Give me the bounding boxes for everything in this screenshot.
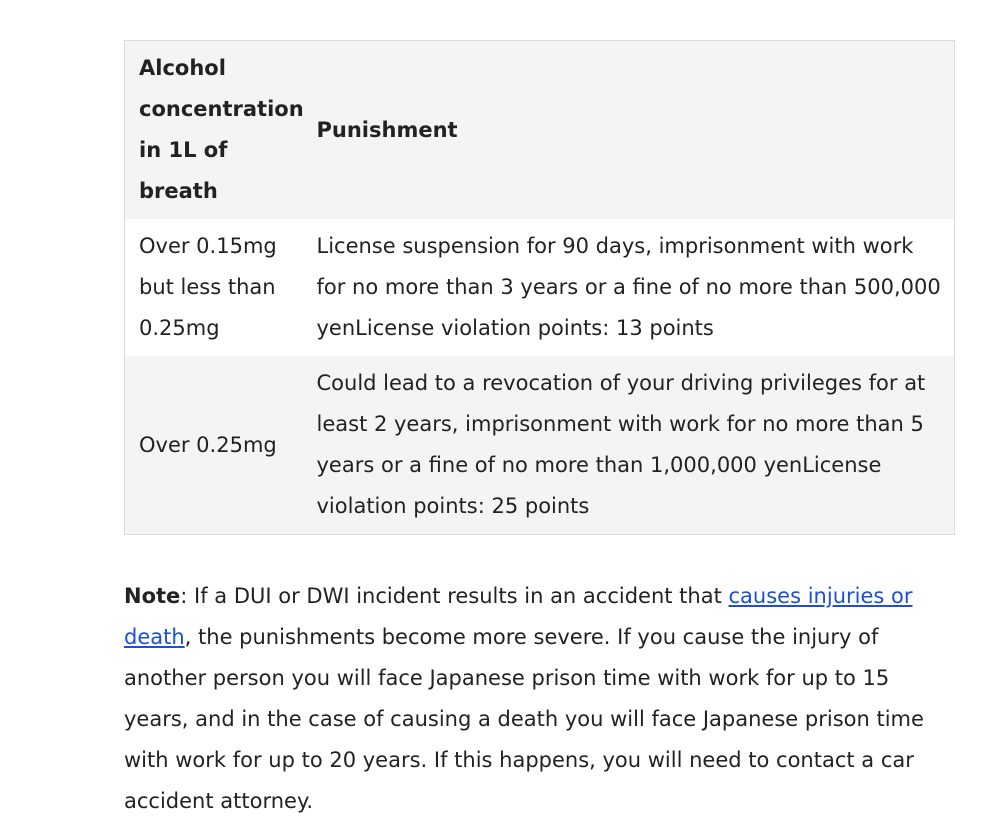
note-label: Note <box>124 584 181 608</box>
punishment-cell: Could lead to a revocation of your driving privileges for at least 2 years, imprisonment with work for no more than 5 years or a fine of no more than 1,000,000 yenLicense violation points: 25 points <box>303 356 955 535</box>
concentration-cell: Over 0.25mg <box>125 356 303 535</box>
punishment-cell: License suspension for 90 days, imprisonment with work for no more than 3 years or a fine of no more than 500,000 yenLicense violation points: 13 points <box>303 219 955 356</box>
injuries-or-death-link[interactable]: causes injuries or death <box>124 584 913 649</box>
header-alcohol-concentration: Alcohol concentration in 1L of breath <box>125 41 303 220</box>
dui-punishment-table <box>124 40 955 535</box>
table-row <box>125 219 955 356</box>
note-paragraph <box>124 576 954 822</box>
note-text-before-link: : If a DUI or DWI incident results in an accident that <box>180 584 729 608</box>
article-content <box>124 40 954 822</box>
note-text-after-link: , the punishments become more severe. If you cause the injury of another person you will face Japanese prison time with work for up to 15 years, and in the case of causing a death you will face Japanese prison time with work for up to 20 years. If this happens, you will need to contact a car accident attorney. <box>124 625 924 813</box>
table-row <box>125 356 955 535</box>
table-header-row <box>125 41 955 220</box>
concentration-cell: Over 0.15mg but less than 0.25mg <box>125 219 303 356</box>
header-punishment: Punishment <box>303 41 955 220</box>
